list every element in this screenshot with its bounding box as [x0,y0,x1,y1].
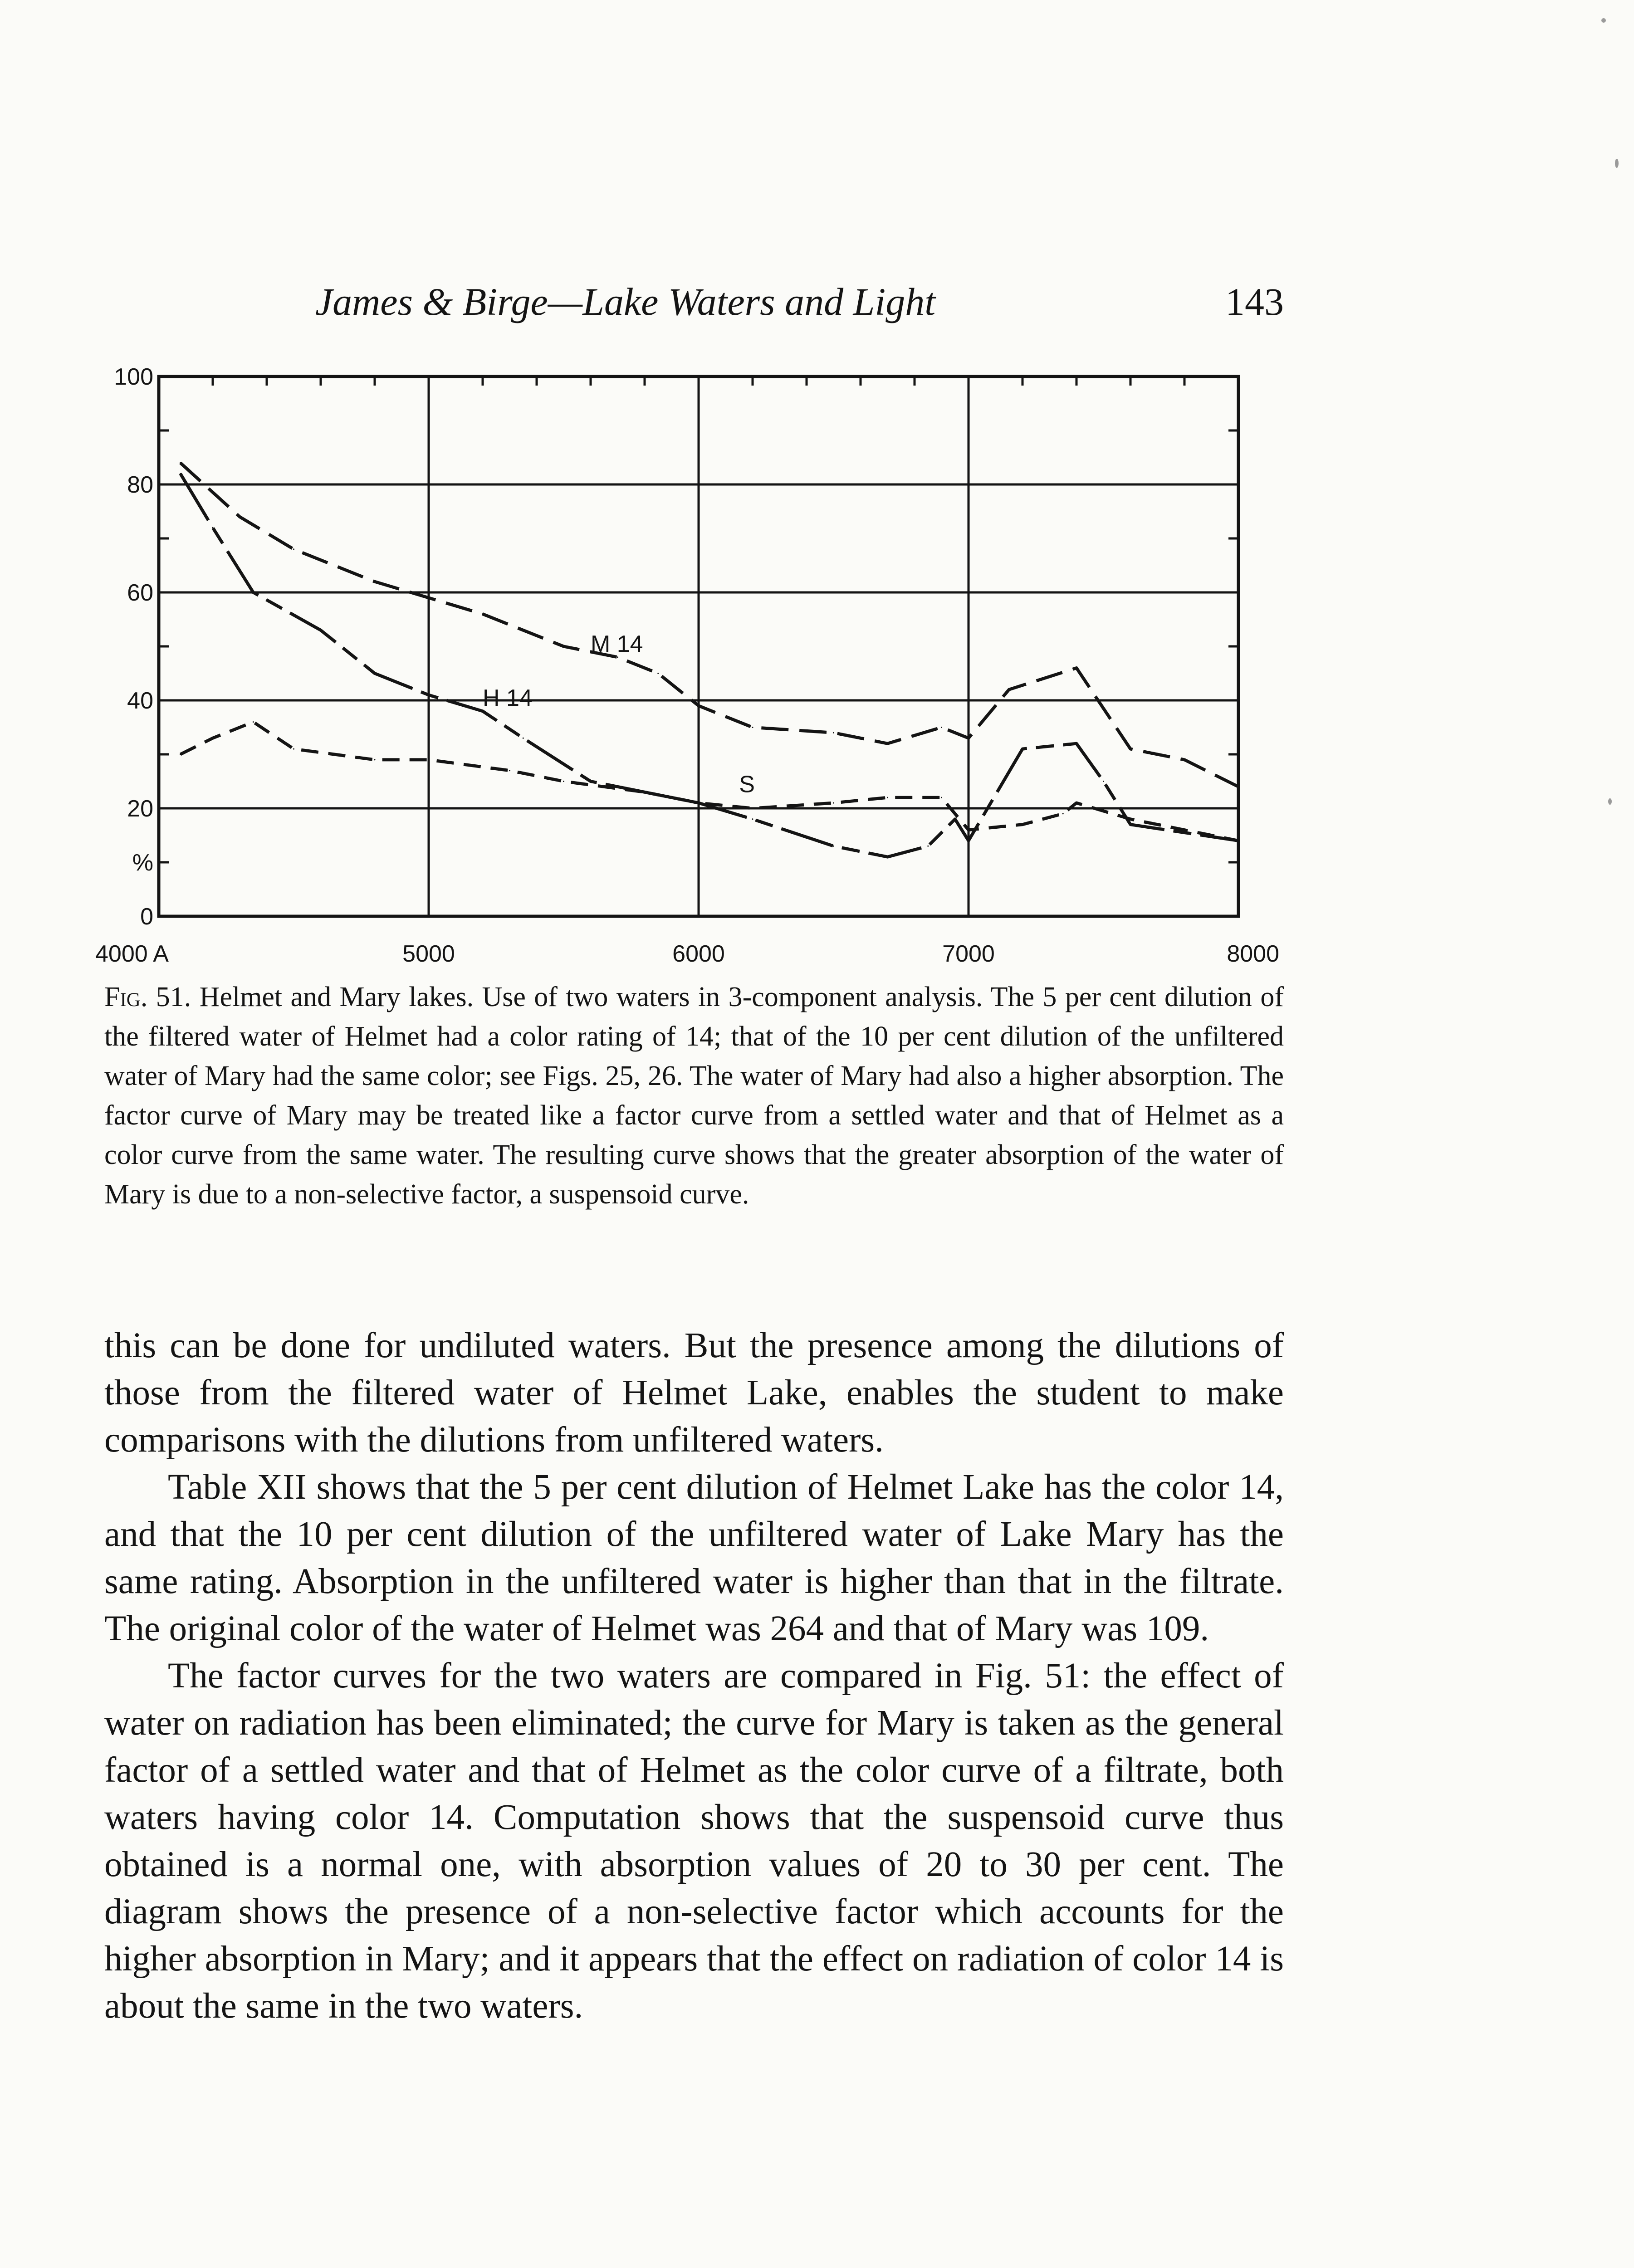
data-point [1008,689,1010,690]
data-point [563,781,564,782]
print-speck [1615,159,1619,168]
y-tick-label: 60 [127,580,153,606]
data-point [1238,786,1239,787]
figure-caption [104,978,1284,1214]
paragraph: Table XII shows that the 5 per cent dilution of Helmet Lake has the color 14, and that the 10 per cent dilution of the unfiltered water of Lake Mary has the same rating. Absorption in the unfiltered water is higher than that in the filtrate. The original color of the water of Helmet was 264 and that of Mary was 109. [104,1467,1284,1648]
data-point [887,856,888,858]
x-tick-label: 4000 A [95,941,169,967]
data-point [212,527,214,528]
data-point [509,770,510,771]
figure-51-chart [91,358,1306,984]
data-point [752,818,753,820]
data-point [1076,743,1077,744]
data-point [1076,802,1077,804]
data-point [1062,813,1064,814]
data-point [887,797,888,798]
data-point [1076,667,1077,669]
data-point [180,473,181,474]
y-tick-label: 40 [127,688,153,714]
data-line-s [181,722,1238,841]
data-point [293,748,294,750]
curve-label-h-14: H 14 [483,684,533,711]
data-point [320,630,322,631]
data-point [1184,759,1185,760]
data-point [374,759,376,760]
data-point [941,727,942,728]
data-point [968,738,969,739]
data-point [752,727,753,728]
data-point [180,462,181,464]
x-tick-label: 6000 [672,941,725,967]
data-point [523,738,524,739]
data-point [1130,748,1131,750]
curve-label-m-14: M 14 [591,631,643,657]
running-title: James & Birge—Lake Waters and Light [315,280,936,323]
data-point [293,548,294,550]
chart-grid [159,376,1238,916]
data-point [563,646,564,647]
data-line-h-14 [181,474,1238,857]
chart-curves [180,462,1239,858]
data-point [752,808,753,809]
y-tick-label: 0 [140,904,153,930]
data-line-m-14 [181,463,1238,787]
data-point [968,840,969,841]
paragraph: The factor curves for the two waters are compared in Fig. 51: the effect of water on radiation has been eliminated; the curve for Mary is taken as the general factor of a settled water and that of Helmet as the color curve of a filtrate, both waters having color 14. Computation shows that the suspensoid curve thus obtained is a normal one, with absorption values of 20 to 30 per cent. The diagram shows the presence of a non-selective factor which accounts for the higher absorption in Mary; and it appears that the effect on radiation of color 14 is about the same in the two waters. [104,1656,1284,2026]
data-point [253,721,254,723]
paragraph: this can be done for undiluted waters. But the presence among the dilutions of those from the filtered water of Helmet Lake, enables the student to make comparisons with the dilutions from unfiltered waters. [104,1326,1284,1460]
data-point [239,516,240,518]
print-speck [1608,798,1612,805]
data-point [1238,840,1239,841]
data-point [698,705,700,706]
data-point [833,732,834,733]
data-point [428,694,430,696]
y-tick-label: 20 [127,796,153,822]
caption-text: Helmet and Mary lakes. Use of two waters in 3-component analysis. The 5 per cent dilution of the filtered water of Helmet had a color rating of 14; that of the 10 per cent dilution of the unfiltered water of Mary had the same color; see Figs. 25, 26. The water of Mary had also a higher absorption. The factor curve of Mary may be treated like a factor curve from a settled water and that of Helmet as a color curve from the same water. The resulting curve shows that the greater absorption of the water of Mary is due to a non-selective factor, a suspensoid curve. [104,982,1284,1210]
x-tick-label: 8000 [1227,941,1279,967]
data-point [1103,781,1104,782]
chart-labels [95,364,1279,967]
data-point [1022,748,1023,750]
data-point [1022,824,1023,825]
data-point [428,759,430,760]
data-point [968,829,969,831]
data-point [941,797,942,798]
data-point [954,818,956,820]
data-point [833,846,834,847]
data-point [1130,818,1131,820]
x-tick-label: 7000 [942,941,995,967]
data-point [698,802,700,804]
data-point [657,673,659,674]
curve-label-s: S [739,771,755,798]
data-point [833,802,834,804]
data-point [374,581,376,582]
data-point [644,792,646,793]
data-point [590,781,592,782]
data-point [212,738,214,739]
x-tick-label: 5000 [402,941,455,967]
figure-label: Fig. 51. [104,982,191,1012]
body-text [104,1322,1284,2030]
data-point [1130,824,1131,825]
data-point [253,592,254,593]
data-point [927,846,929,847]
data-point [482,613,484,615]
data-point [671,797,672,798]
page-number: 143 [1225,280,1284,323]
y-tick-label: 80 [127,472,153,498]
data-point [887,743,888,744]
page-header [104,279,1284,333]
data-point [180,754,181,755]
print-speck [1601,18,1606,23]
y-tick-label: % [132,850,153,876]
data-point [374,673,376,674]
y-tick-label: 100 [114,364,153,390]
